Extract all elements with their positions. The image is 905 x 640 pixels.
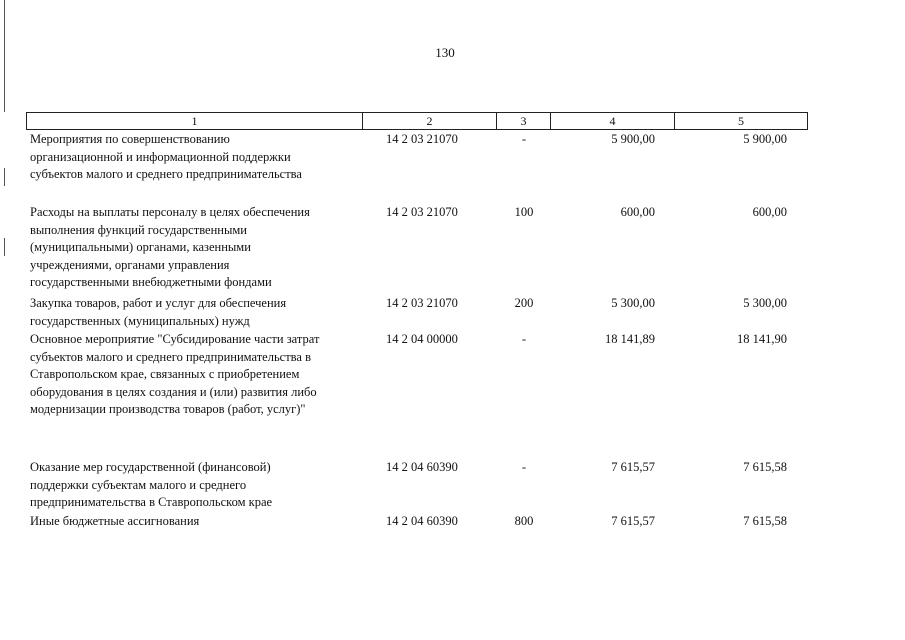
- row-value-4: 5 900,00: [611, 132, 655, 146]
- row-code: 14 2 03 21070: [386, 205, 458, 219]
- row-code: 14 2 04 60390: [386, 514, 458, 528]
- row-code: 14 2 03 21070: [386, 296, 458, 310]
- scan-edge-mark: [4, 168, 5, 186]
- row-code: 14 2 04 00000: [386, 332, 458, 346]
- row-value-4: 5 300,00: [611, 296, 655, 310]
- table-header: [26, 112, 808, 130]
- row-expense-type: -: [521, 332, 527, 346]
- row-value-4: 7 615,57: [611, 514, 655, 528]
- row-expense-type: -: [521, 132, 527, 146]
- row-name: Закупка товаров, работ и услуг для обеспечения государственных (муниципальных) нужд: [30, 296, 287, 328]
- row-value-5: 5 300,00: [743, 296, 787, 310]
- column-header-3: 3: [497, 113, 551, 129]
- row-expense-type: 100: [514, 205, 534, 219]
- row-code: 14 2 03 21070: [386, 132, 458, 146]
- page-number: 130: [435, 45, 455, 60]
- row-name: Основное мероприятие "Субсидирование части затрат субъектов малого и среднего предпринимательства в Ставропольском крае, связанных с приобретением оборудования в целях создания и (или) развития либо модернизации производства товаров (работ, услуг)": [30, 332, 320, 417]
- column-header-2: 2: [363, 113, 497, 129]
- row-value-5: 5 900,00: [743, 132, 787, 146]
- row-value-5: 7 615,58: [743, 514, 787, 528]
- row-code: 14 2 04 60390: [386, 460, 458, 474]
- row-expense-type: 200: [514, 296, 534, 310]
- row-name: Мероприятия по совершенствованию организационной и информационной поддержки субъектов малого и среднего предпринимательства: [30, 132, 302, 182]
- row-value-5: 7 615,58: [743, 460, 787, 474]
- row-expense-type: -: [521, 460, 527, 474]
- row-value-4: 600,00: [620, 205, 655, 219]
- column-header-1: 1: [27, 113, 363, 129]
- row-expense-type: 800: [514, 514, 534, 528]
- row-value-4: 7 615,57: [611, 460, 655, 474]
- scan-edge-mark: [4, 238, 5, 256]
- column-header-5: 5: [738, 114, 744, 128]
- row-value-5: 600,00: [752, 205, 787, 219]
- column-header-4: 4: [551, 113, 675, 129]
- row-value-4: 18 141,89: [605, 332, 655, 346]
- row-name: Оказание мер государственной (финансовой) поддержки субъектам малого и среднего предпринимательства в Ставропольском крае: [30, 460, 273, 510]
- row-value-5: 18 141,90: [737, 332, 787, 346]
- row-name: Расходы на выплаты персоналу в целях обеспечения выполнения функций государственными (муниципальными) органами, казенными учреждениями, органами управления государственными внебюджетными фондами: [30, 205, 310, 290]
- row-name: Иные бюджетные ассигнования: [30, 514, 200, 528]
